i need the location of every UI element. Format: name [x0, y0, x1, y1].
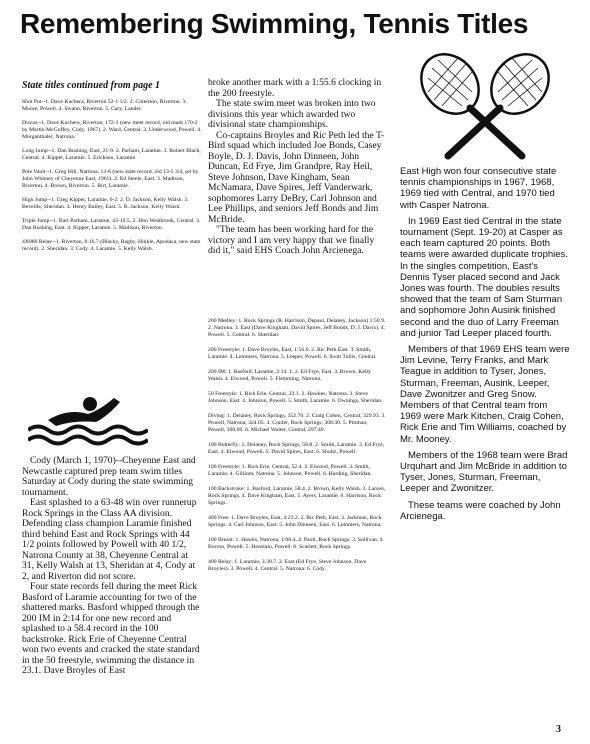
track-results-column [22, 80, 202, 260]
story-paragraph: broke another mark with a 1:55.6 clocking in the 200 freestyle. [208, 77, 382, 99]
tennis-paragraph: Members of the 1968 team were Brad Urquhart and Jim McBride in addition to Tyser, Jones, Sturman, Freeman, Leeper and Zwonitzer. [400, 449, 568, 495]
swim-story-part1 [22, 456, 202, 677]
tennis-paragraph: In 1969 East tied Central in the state tournament (Sept. 19-20) at Casper as each team captured 20 points. Both teams were awarded duplicate trophies. In the singles competition, East's Dennis Tyser placed second and Jack Jones was fourth. The doubles results showed that the team of Sam Sturman and sophomore John Ausink finished second and the duo of Larry Freeman and junior Tad Leeper placed fourth. [400, 215, 568, 339]
story-paragraph: The state swim meet was broken into two divisions this year which awarded two divisional state championships. [208, 98, 376, 130]
swim-results-column [208, 318, 386, 581]
tennis-story [400, 166, 570, 527]
swim-result: 100 Freestyle: 1. Rich Erie, Central, 52.4. 2. Elwood, Powell. 3. Smith, Laramie. 4. Gillium, Natrona. 5. Johnson, Powell. 6. Harding, Sheridan. [208, 464, 372, 477]
swim-result: 200 Medley: 1. Rock Springs (R. Harrison, Depaul, Delaney, Jackson) 1:50.9. 2. Natrona. 3. East (Dave Kingham, David Spires, Jeff Bonds, D. J. Davis). 4. Powell. 5. Central. 6. Sheridan. [208, 318, 386, 338]
swim-result: 100 Butterfly: 1. Delaney, Rock Springs, 58.8. 2. Smith, Laramie. 3. Ed Frye, East. 4. Elwood, Powell. 5. David Spires, East. 6. Shultz, Powell. [208, 442, 385, 455]
continued-heading: State titles continued from page 1 [22, 80, 161, 91]
story-paragraph: Co-captains Broyles and Ric Peth led the T-Bird squad which included Joe Bonds, Casey Boyle, D. J. Davis, John Dinneen, John Duncan, Ed Frye, Jim Grandpre, Ray Heil, Steve Johnson, Dave Kingham, Sean McNamara, Dave Spires, Jeff Vanderwark, sophomores Larry DeBry, Carl Johnson and Lee Phillips, and seniors Jeff Bonds and Jim McBride. [208, 129, 385, 225]
swim-result: 200 IM: 1. Basford, Laramie, 2:14. 1. 2. Ed Frye, East. 3. Brown, Kelly Walsh. 4. Elwood, Powell. 5. Flemming, Natrona. [208, 369, 371, 382]
swim-result: 200 Freestyle: 1. Dave Broyles, East, 1:56.6. 2. Ric Peth East. 3. Smith, Laramie. 4. Lemmers, Natrona. 5. Leeper, Powell. 6. Scott Tullis, Central. [208, 347, 377, 360]
result-item: Discus--1. Dave Kuchera, Riverton, 172-3 (new meet record, old mark 170-2 by Martin McGuffey, Cody, 1967). 2. Ward, Central. 3. Underwood, Powell. 4. Morganthaler, Natrona. [22, 120, 202, 140]
page-number: 3 [556, 724, 561, 735]
swim-result: 100 Backstroke: 1. Basford, Laramie, 58.4. 2. Brown, Kelly Walsh. 3. Larsen, Rock Springs. 4. Dave Kingham, East. 5. Ayers, Laramie. 6. Harrison, Rock Springs. [208, 486, 386, 506]
swim-result: 400 Relay: 1. Laramie, 3:38.7. 2. East (Ed Frye, Steve Johnson, Dave Broyles). 3. Powell. 4. Central. 5. Natrona. 6. Cody. [208, 559, 367, 572]
swim-story-part2 [208, 78, 388, 257]
result-item: Triple Jump--1. Bart Parham, Laramie, 43-10.5. 2. Don Westbrook, Central. 3. Dan Rushing, East. 4. Kipper, Laramie. 5. Madison, Riverton. [22, 218, 201, 231]
result-item: Pole Vault--1. Greg Hill, Natrona, 13-6 (new state record, old 13-5 3/4, set by John Whitney of Cheyenne East, 1961). 2. Ed Steele, East. 3. Madison, Riverton. 4. Brown, Riverton. 5. Birt, Laramie. [22, 169, 199, 189]
swim-result: 50 Freestyle: 1. Rich Erie, Central, 23.1. 2. Hawkes, Natrona. 3. Steve Johnson, East. 4. Johnson, Powell. 5. Smith, Laramie. 6. Ownings, Sheridan. [208, 391, 383, 404]
story-paragraph: "The team has been working hard for the victory and I am very happy that we finally did it," said EHS Coach John Arcienega. [208, 224, 375, 256]
tennis-paragraph: These teams were coached by John Arcienega. [400, 499, 561, 522]
page-title: Remembering Swimming, Tennis Titles [20, 8, 529, 39]
tennis-paragraph: East High won four consecutive state tennis championships in 1967, 1968, 1969 tied with Central, and 1970 tied with Casper Natrona. [400, 166, 557, 211]
result-item: High Jump--1. Greg Kipper, Laramie, 6-2. 2. D. Jackson, Kelly Walsh. 3. Beveille, Sheridan. 4. Henry Bailey, East. 5. R. Jackson, Kelly Walsh. [22, 197, 189, 210]
result-item: Shot Put--1. Dave Kuchera, Riverton 52-1 1/2. 2. Cotterton, Riverton. 3. Moore, Powell. 4. Swann, Riverton. 5. Cary, Lander. [22, 99, 187, 112]
tennis-paragraph: Members of that 1969 EHS team were Jim Levine, Terry Franks, and Mark Teague in addition to Tyser, Jones, Sturman, Freeman, Ausink, Leeper, Dave Zwonitzer and Greg Snow. Members of that Central team from 1969 were Mark Kitchen, Craig Cohen, Rick Erie and Tim Williams, coached by Mr. Mooney. [400, 344, 570, 445]
result-item: 4X880 Relay--1. Riverton, 8:16.7 (Blacky, Bagby, Hinkle, Apodaca, new state record). 2. Sheridan. 3. Cody. 4. Laramie. 5. Kelly Walsh. [22, 239, 201, 252]
swim-result: Diving: 1. Delaney, Rock Springs, 352.70. 2. Craig Cohen, Central, 329.93. 3. Prucell, Natrona, 324.05. 4. Confer, Rock Springs, 308.30. 5. Pittman, Powell, 300.90. 6. Michael Walter, Central, 297.40. [208, 413, 386, 433]
swim-result: 100 Breast: 1. Hawks, Natrona, 1:08.4. 2. Paoli, Rock Springs. 3. Sullivan, 4. Borron, Powell. 5. Honstain, Powell. 6. Scarlett, Rock Springs. [208, 537, 384, 550]
story-paragraph: East splashed to a 63-48 win over runnerup Rock Springs in the Class AA division. Defending class champion Laramie finished third behind East and Rock Springs with 44 1/2 points followed by Powell with 40 1/2, Natrona County at 38, Cheyenne Central at 31, Kelly Walsh at 13, Sheridan at 4, Cody at 2, and Riverton did not score. [22, 497, 197, 582]
result-item: Long Jump--1. Dan Rushing, East, 21-9. 2. Parham, Laramie. 3. Robert Black, Central. 4. Kipper, Laramie. 5. Erickson, Laramie. [22, 148, 201, 161]
story-paragraph: Cody (March 1, 1970)--Cheyenne East and Newcastle captured prep team swim titles Saturday at Cody during the state swimming tournament. [22, 455, 196, 498]
swim-result: 400 Free: 1. Dave Broyles, East, 4:23.2. 2. Ric Peth, East. 3. Jackman, Rock Springs. 4. Carl Johnson, East. 5. John Dinneen, East. 6. Lemmers, Natrona. [208, 515, 382, 528]
story-paragraph: Four state records fell during the meet Rick Basford of Laramie accounting for two of the shattered marks. Basford whipped through the 200 IM in 2:14 for one new record and splashed to a 58.4 record in the 100 backstroke. Rick Erie of Cheyenne Central won two events and cracked the state standard in the 50 freestyle, swimming the distance in 23.1. Dave Broyles of East [22, 581, 200, 676]
tennis-rackets-icon [410, 48, 560, 160]
swimmer-icon [28, 390, 148, 448]
